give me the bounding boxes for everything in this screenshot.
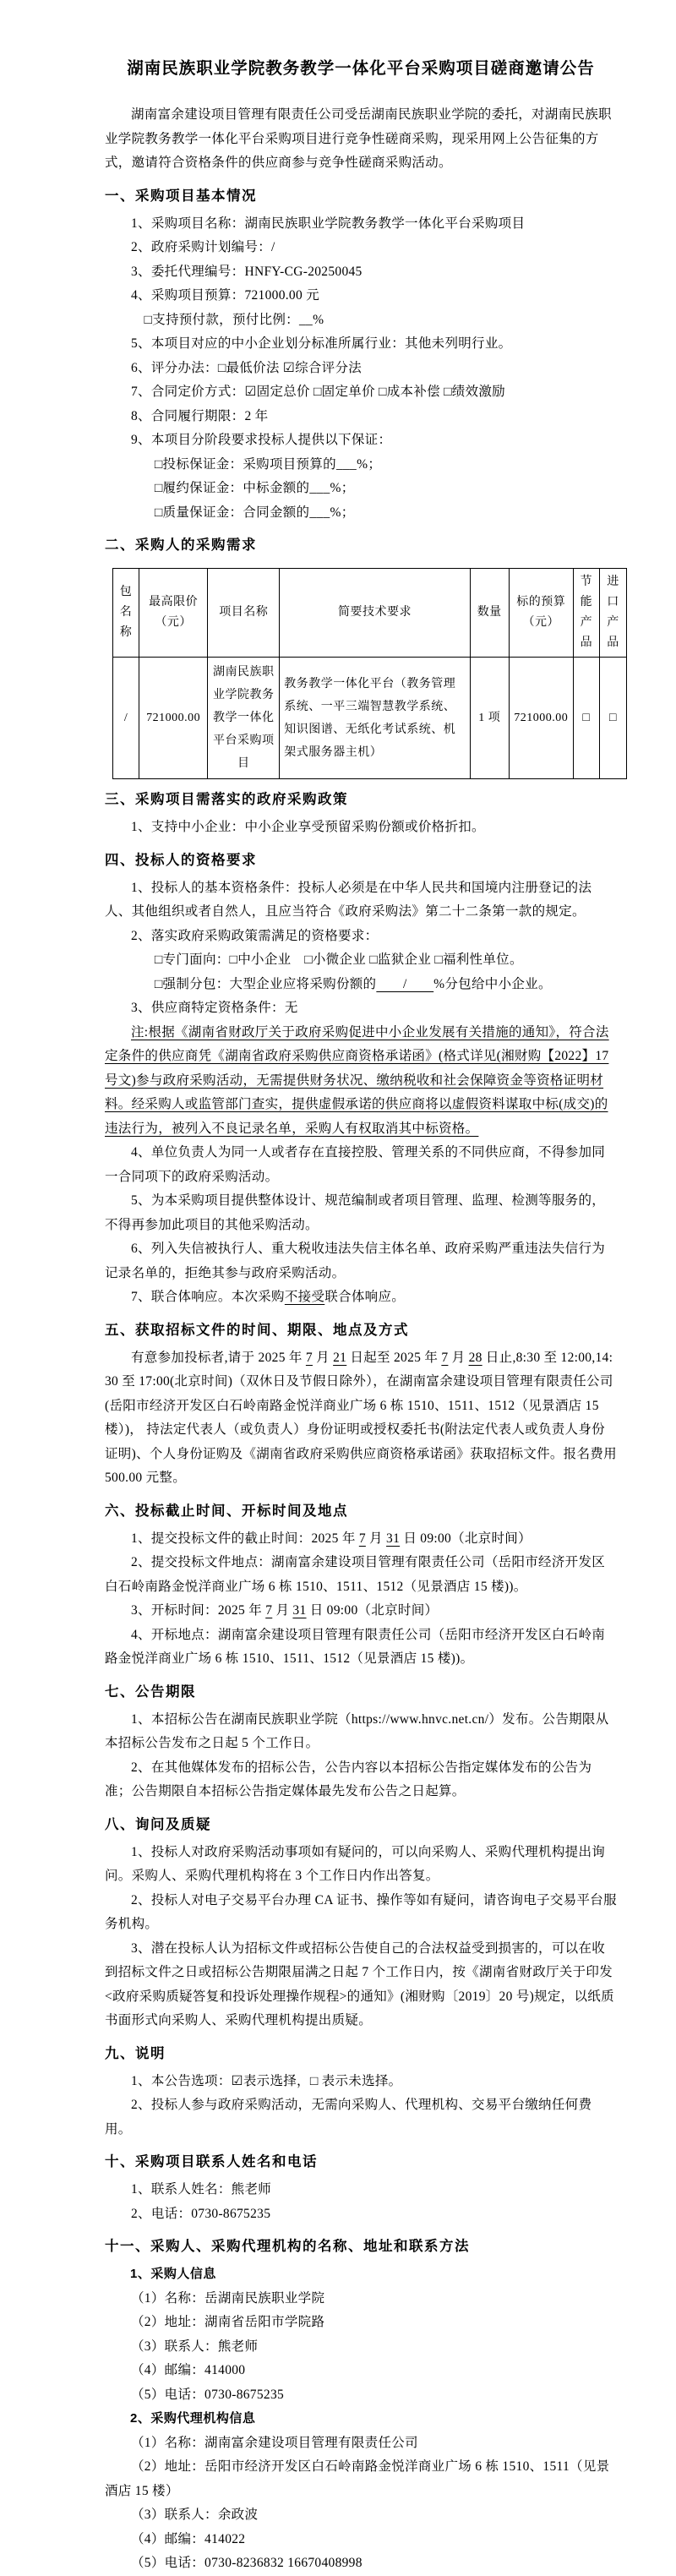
requirements-table	[112, 568, 617, 779]
list-item: 1、联系人姓名：熊老师	[131, 2182, 272, 2197]
subsection-heading: 2、采购代理机构信息	[130, 2411, 256, 2426]
checkbox-line: □投标保证金：采购项目预算的___%；	[154, 456, 382, 472]
subsection-heading: 1、采购人信息	[130, 2267, 216, 2281]
doc-body	[105, 103, 617, 2576]
underlined-text: 7	[265, 1603, 273, 1618]
text-run: 联合体响应。	[324, 1290, 406, 1304]
doc-title: 湖南民族职业学院教务教学一体化平台采购项目磋商邀请公告	[127, 59, 595, 78]
list-item	[105, 1527, 617, 1552]
table-cell: 721000.00	[139, 658, 208, 779]
list-item: （5）电话：0730-8236832 16670408998	[131, 2556, 363, 2570]
section-heading: 九、说明	[105, 2045, 166, 2061]
underlined-text: 31	[386, 1531, 401, 1546]
text-run: 日起至 2025 年	[346, 1350, 442, 1365]
checkbox-line: □支持预付款，预付比例：__%	[144, 312, 324, 327]
table-header-cell: 数量	[470, 569, 509, 658]
underlined-text: 不接受	[284, 1290, 325, 1304]
list-item: （1）名称：湖南富余建设项目管理有限责任公司	[131, 2435, 418, 2450]
checkbox-line	[105, 973, 617, 997]
section-heading: 十一、采购人、采购代理机构的名称、地址和联系方法	[105, 2239, 470, 2254]
underlined-text: 31	[292, 1603, 307, 1618]
section-heading: 一、采购项目基本情况	[105, 188, 257, 204]
underlined-text: 7	[358, 1531, 366, 1546]
text-run: 7、联合体响应。本次采购	[131, 1290, 285, 1304]
checkbox-cell: □	[573, 658, 599, 779]
table-cell: 721000.00	[509, 658, 573, 779]
list-item: 1、本公告选项：☑表示选择，□ 表示未选择。	[131, 2073, 402, 2088]
list-item: 1、投标人的基本资格条件：投标人必须是在中华人民共和国境内注册登记的法人、其他组织或者自然人，且应当符合《政府采购法》第二十二条第一款的规定。	[105, 880, 592, 919]
list-item: 3、供应商特定资格条件：无	[131, 1001, 298, 1015]
list-item: 8、合同履行期限：2 年	[131, 408, 269, 423]
list-item: 1、支持中小企业：中小企业享受预留采购份额或价格折扣。	[131, 820, 485, 834]
text-run: 月	[312, 1350, 334, 1365]
list-item: 5、为本采购项目提供整体设计、规范编制或者项目管理、监理、检测等服务的，不得再参加此项目的其他采购活动。	[105, 1193, 606, 1232]
table-header-cell: 项目名称	[208, 569, 280, 658]
list-item: （2）地址：岳阳市经济开发区白石岭南路金悦洋商业广场 6 栋 1510、1511（见景酒店 15 楼）	[105, 2459, 610, 2498]
text-run: %分包给中小企业。	[433, 976, 552, 991]
underlined-text: 7	[441, 1350, 449, 1365]
list-item: 2、政府采购计划编号：/	[131, 240, 275, 254]
list-item: 3、委托代理编号：HNFY-CG-20250045	[131, 264, 363, 279]
table-header-cell: 标的预算（元）	[509, 569, 573, 658]
text-run: 日 09:00（北京时间）	[400, 1531, 532, 1546]
underlined-text: 21	[333, 1350, 347, 1365]
table-header-cell: 包名称	[113, 569, 139, 658]
list-item: （3）联系人：余政波	[131, 2508, 259, 2522]
table-row	[113, 658, 627, 779]
list-item: 2、投标人对电子交易平台办理 CA 证书、操作等如有疑问，请咨询电子交易平台服务机构。	[105, 1892, 617, 1931]
checkbox-line: □专门面向：□中小企业 □小微企业 □监狱企业 □福利性单位。	[154, 952, 523, 967]
list-item: （5）电话：0730-8675235	[131, 2387, 285, 2402]
list-item: （1）名称：岳湖南民族职业学院	[131, 2290, 325, 2306]
text-run: 日止,8:30 至 12:00,14:30 至 17:00(北京时间)（双休日及节假日除外），在湖南富余建设项目管理有限责任公司(岳阳市经济开发区白石岭南路金悦洋商业广场 6 栋 1510、1511、1512（见景酒店 15 楼）)， 持法定代表人（或负责人）身份证明或授权委托书(附法定代表人或负责人身份证明)、个人身份证购及《湖南省政府采购供应商资格承诺函》获取招标文件。报名费用 500.00 元整。	[105, 1350, 617, 1485]
section-heading: 七、公告期限	[105, 1684, 196, 1700]
list-item: 2、提交投标文件地点：湖南富余建设项目管理有限责任公司（岳阳市经济开发区白石岭南路金悦洋商业广场 6 栋 1510、1511、1512（见景酒店 15 楼))。	[105, 1555, 606, 1594]
list-item: （4）邮编：414022	[131, 2531, 246, 2546]
text-run: 月	[365, 1531, 387, 1546]
table-header-cell: 简要技术要求	[280, 569, 470, 658]
list-item: 4、单位负责人为同一人或者存在直接控股、管理关系的不同供应商，不得参加同一合同项下的政府采购活动。	[105, 1145, 606, 1184]
table-cell: /	[113, 658, 139, 779]
section-heading: 三、采购项目需落实的政府采购政策	[105, 792, 348, 807]
table-header-cell: 节能产品	[573, 569, 599, 658]
table-header-cell: 进口产品	[599, 569, 626, 658]
section-heading: 二、采购人的采购需求	[105, 538, 257, 553]
list-item: 1、采购项目名称：湖南民族职业学院教务教学一体化平台采购项目	[131, 216, 526, 231]
list-item: （4）邮编：414000	[131, 2363, 246, 2377]
text-run: 1、提交投标文件的截止时间：2025 年	[131, 1531, 359, 1546]
list-item: 7、合同定价方式：☑固定总价 □固定单价 □成本补偿 □绩效激励	[131, 385, 505, 399]
list-item: 2、电话：0730-8675235	[131, 2206, 271, 2221]
note-paragraph: 注:根据《湖南省财政厅关于政府采购促进中小企业发展有关措施的通知》，符合法定条件的供应商凭《湖南省政府采购供应商资格承诺函》(格式详见(湘财购【2022】17 号文)参与政府采购活动，无需提供财务状况、缴纳税收和社会保障资金等资格证明材料。经采购人或监管部门查实，提供虚假承诺的供应商将以虚假资料谋取中标(成交)的违法行为，被列入不良记录名单，采购人有权取消其中标资格。	[105, 1024, 609, 1136]
section-heading: 六、投标截止时间、开标时间及地点	[105, 1503, 348, 1519]
text-run: 有意参加投标者,请于 2025 年	[131, 1350, 306, 1365]
list-item: 4、开标地点：湖南富余建设项目管理有限责任公司（岳阳市经济开发区白石岭南路金悦洋商业广场 6 栋 1510、1511、1512（见景酒店 15 楼))。	[105, 1627, 606, 1666]
list-item: 5、本项目对应的中小企业划分标准所属行业：其他未列明行业。	[131, 336, 512, 351]
checkbox-line: □质量保证金：合同金额的___%；	[154, 505, 355, 520]
intro-paragraph: 湖南富余建设项目管理有限责任公司受岳湖南民族职业学院的委托，对湖南民族职业学院教务教学一体化平台采购项目进行竞争性磋商采购，现采用网上公告征集的方式，邀请符合资格条件的供应商参与竞争性磋商采购活动。	[105, 107, 612, 170]
list-item: 2、投标人参与政府采购活动，无需向采购人、代理机构、交易平台缴纳任何费用。	[105, 2098, 592, 2137]
list-item: 1、投标人对政府采购活动事项如有疑问的，可以向采购人、采购代理机构提出询问。采购人、采购代理机构将在 3 个工作日内作出答复。	[105, 1844, 606, 1883]
list-item	[105, 1599, 617, 1624]
checkbox-cell: □	[599, 658, 626, 779]
list-item: 3、潜在投标人认为招标文件或招标公告使自己的合法权益受到损害的，可以在收到招标文件之日或招标公告期限届满之日起 7 个工作日内，按《湖南省财政厅关于印发<政府采购质疑答复和投诉处理操作规程>的通知》(湘财购〔2019〕20 号)规定，以纸质书面形式向采购人、采购代理机构提出质疑。	[105, 1940, 614, 2028]
section-heading: 四、投标人的资格要求	[105, 852, 257, 868]
text-run: 日 09:00（北京时间）	[306, 1603, 439, 1618]
section-heading: 五、获取招标文件的时间、期限、地点及方式	[105, 1322, 409, 1338]
table-cell: 1 项	[470, 658, 509, 779]
list-item: 2、在其他媒体发布的招标公告，公告内容以本招标公告指定媒体发布的公告为准；公告期限自本招标公告指定媒体最先发布公告之日起算。	[105, 1760, 592, 1798]
table-cell: 教务教学一体化平台（教务管理系统、一平三端智慧教学系统、知识图谱、无纸化考试系统、机架式服务器主机）	[280, 658, 470, 779]
underlined-text: 7	[305, 1350, 313, 1365]
list-item	[105, 1285, 617, 1310]
list-item	[105, 1346, 617, 1491]
section-heading: 十、采购项目联系人姓名和电话	[105, 2154, 318, 2169]
list-item: 9、本项目分阶段要求投标人提供以下保证：	[131, 433, 392, 447]
text-run: □强制分包：大型企业应将采购份额的	[154, 976, 377, 991]
list-item: 6、列入失信被执行人、重大税收违法失信主体名单、政府采购严重违法失信行为记录名单的，拒绝其参与政府采购活动。	[105, 1242, 606, 1280]
section-heading: 八、询问及质疑	[105, 1816, 211, 1832]
text-run: 月	[448, 1350, 469, 1365]
list-item: 1、本招标公告在湖南民族职业学院（https://www.hnvc.net.cn/）发布。公告期限从本招标公告发布之日起 5 个工作日。	[105, 1711, 609, 1750]
text-run: 3、开标时间：2025 年	[131, 1603, 266, 1618]
list-item: 2、落实政府采购政策需满足的资格要求：	[131, 928, 379, 943]
underlined-text: 28	[468, 1350, 482, 1365]
list-item: （2）地址：湖南省岳阳市学院路	[131, 2315, 325, 2329]
table-header-cell: 最高限价（元）	[139, 569, 208, 658]
underlined-text: /	[376, 976, 434, 991]
list-item: 4、采购项目预算：721000.00 元	[131, 288, 320, 303]
list-item: （3）联系人：熊老师	[131, 2339, 259, 2354]
table-cell: 湖南民族职业学院教务教学一体化平台采购项目	[208, 658, 280, 779]
text-run: 月	[272, 1603, 293, 1618]
checkbox-line: □履约保证金：中标金额的___%；	[154, 481, 355, 495]
list-item: 6、评分办法：□最低价法 ☑综合评分法	[131, 360, 363, 375]
